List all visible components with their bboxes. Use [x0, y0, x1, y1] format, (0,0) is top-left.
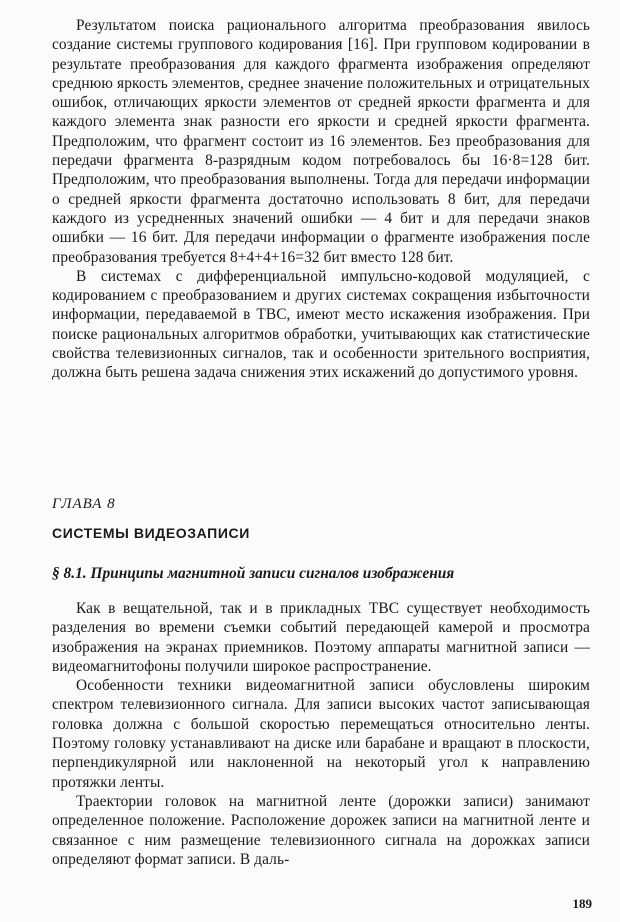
- text-block-top: [52, 16, 590, 383]
- paragraph-group-coding: Результатом поиска рационального алгоритма преобразования явилось создание системы группового кодирования [16]. При групповом кодировании в результате преобразования для каждого фрагмента изображения определяют среднюю яркость элементов, среднее значение положительных и отрицательных ошибок, отличающих яркости элементов от средней яркости фрагмента и для каждого элемента знак разности его яркости и средней яркости фрагмента. Предположим, что фрагмент состоит из 16 элементов. Без преобразования для передачи фрагмента 8-разрядным кодом потребовалось бы 16·8=128 бит. Предположим, что преобразования выполнены. Тогда для передачи информации о средней яркости фрагмента достаточно использовать 8 бит, для передачи каждого из усредненных значений ошибки — 4 бит и для передачи знаков ошибки — 16 бит. Для передачи информации о фрагменте изображения после преобразования требуется 8+4+4+16=32 бит вместо 128 бит.: [52, 17, 590, 266]
- paragraph-tracks: Траектории головок на магнитной ленте (дорожки записи) занимают определенное положение. Расположение дорожек записи на магнитной ленте и связанное с ним размещение телевизионного сигнала на дорожках записи определяют формат записи. В даль-: [52, 792, 590, 868]
- paragraph-video-recorders: Как в вещательной, так и в прикладных ТВС существует необходимость разделения во времени съемки событий передающей камерой и просмотра изображения на экранах приемников. Поэтому аппараты магнитной записи — видеомагнитофоны получили широкое распространение.: [52, 600, 590, 675]
- page-number: 189: [572, 896, 592, 911]
- section-title: § 8.1. Принципы магнитной записи сигналов изображения: [52, 565, 455, 582]
- paragraph-recording-technique: Особенности техники видеомагнитной записи обусловлены широким спектром телевизионного сигнала. Для записи высоких частот записывающая головка должна с большой скоростью перемещаться относительно ленты. Поэтому головку устанавливают на диске или барабане и вращают в плоскости, перпендикулярной или наклоненной на некоторый угол к направлению протяжки ленты.: [52, 677, 590, 791]
- paragraph-distortions: В системах с дифференциальной импульсно-кодовой модуляцией, с кодированием с преобразованием и других системах сокращения избыточности информации, передаваемой в ТВС, имеют место искажения изображения. При поиске рациональных алгоритмов обработки, учитывающих как статистические свойства телевизионных сигналов, так и особенности зрительного восприятия, должна быть решена задача снижения этих искажений до допустимого уровня.: [52, 267, 590, 382]
- text-block-bottom: [52, 599, 590, 869]
- chapter-title: СИСТЕМЫ ВИДЕОЗАПИСИ: [52, 525, 250, 541]
- chapter-label: ГЛАВА 8: [52, 496, 116, 512]
